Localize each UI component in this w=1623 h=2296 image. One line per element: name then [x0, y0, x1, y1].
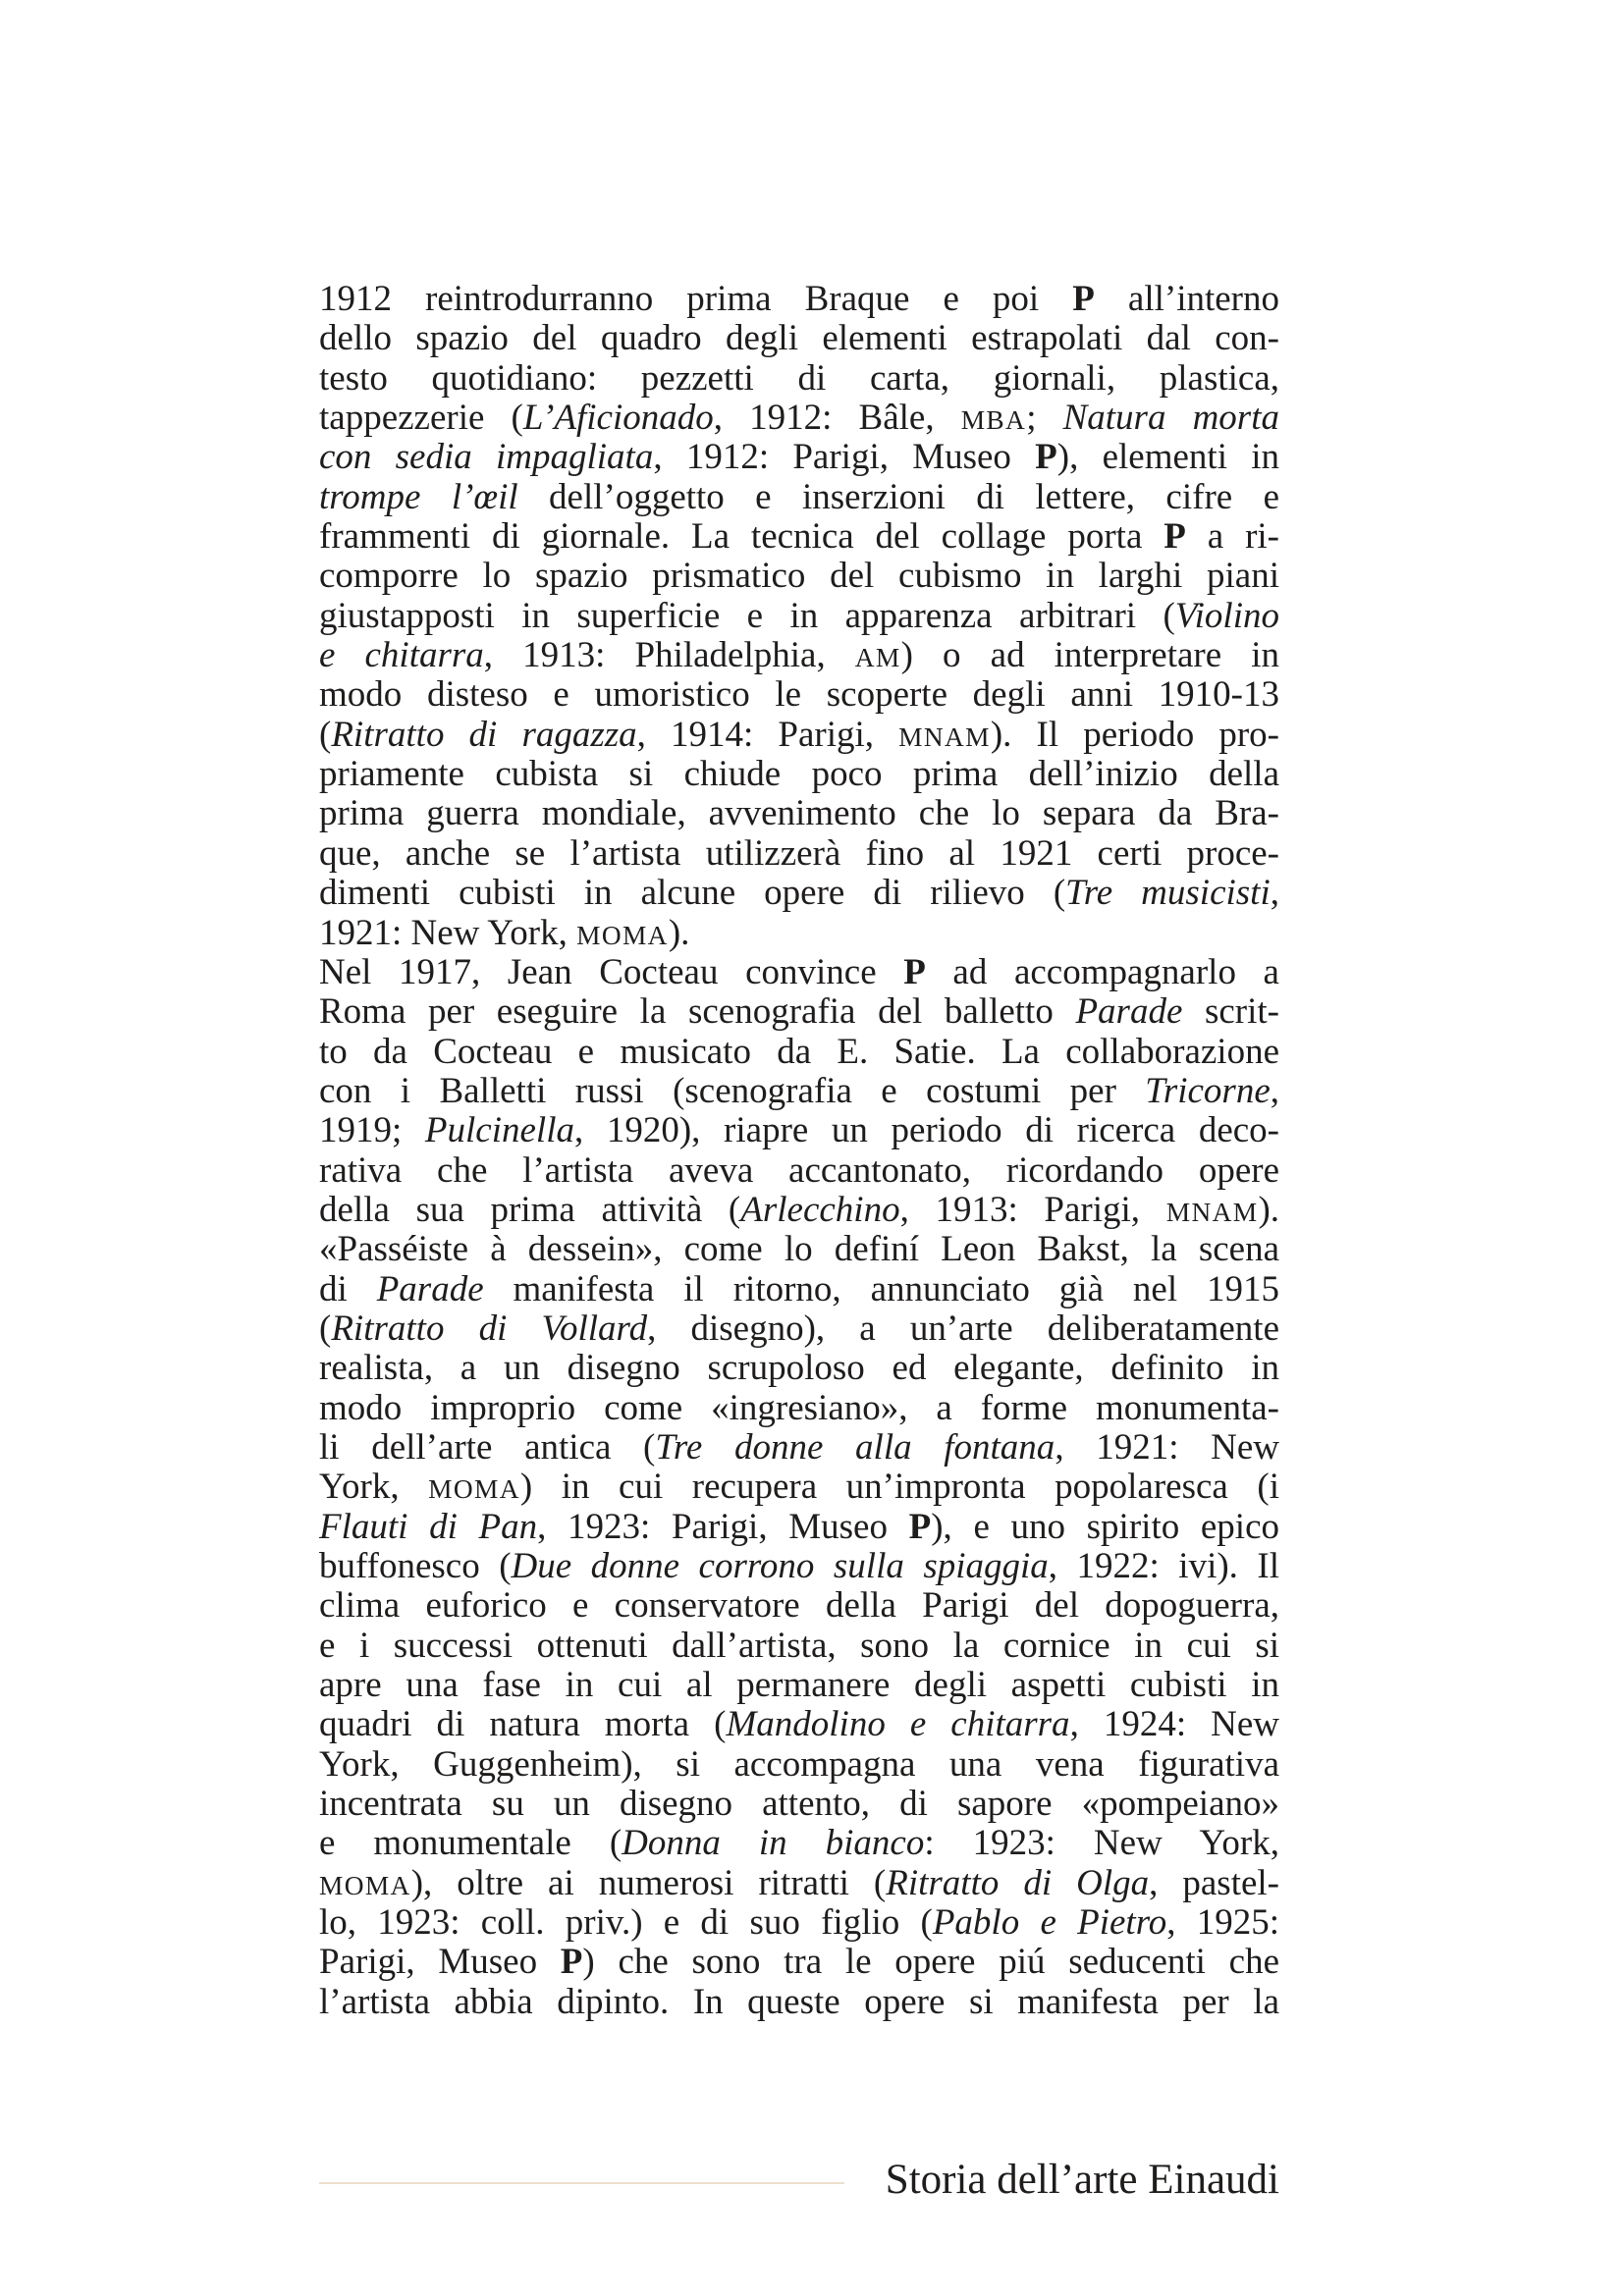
- text-run: e monumentale (: [319, 1823, 622, 1864]
- text-line: [319, 1824, 1279, 1863]
- text-run: modo disteso e umoristico le scoperte degli anni 1910-13: [319, 674, 1279, 716]
- italic-run: Ritratto di Vollard: [331, 1308, 648, 1349]
- italic-run: Parade: [376, 1268, 484, 1309]
- italic-run: Parade: [1075, 991, 1183, 1033]
- bold-run: P: [1035, 437, 1057, 478]
- text-line: [319, 953, 1279, 992]
- text-run: ,: [1270, 1070, 1279, 1111]
- footer-rule: [319, 2182, 844, 2184]
- italic-run: Violino: [1174, 595, 1279, 636]
- italic-run: Pablo e Pietro: [932, 1902, 1167, 1944]
- text-run: e i successi ottenuti dall’artista, sono la cornice in cui si: [319, 1625, 1279, 1666]
- text-line: [319, 1745, 1279, 1785]
- text-run: , 1925:: [1166, 1902, 1280, 1944]
- text-line: [319, 399, 1279, 438]
- footer-title: Storia dell’arte Einaudi: [885, 2157, 1279, 2203]
- text-run: scrit-: [1182, 991, 1279, 1033]
- text-run: apre una fase in cui al permanere degli aspetti cubisti in: [319, 1665, 1279, 1706]
- text-run: ), oltre ai numerosi ritratti (: [410, 1862, 887, 1903]
- text-line: [319, 319, 1279, 358]
- text-run: ,: [1270, 873, 1279, 914]
- text-run: «Passéiste à dessein», come lo definí Leon Bakst, la scena: [319, 1229, 1279, 1270]
- text-run: priamente cubista si chiude poco prima dell’inizio della: [319, 754, 1279, 795]
- text-line: [319, 438, 1279, 477]
- text-line: [319, 716, 1279, 755]
- text-line: [319, 1428, 1279, 1468]
- text-line: [319, 1903, 1279, 1943]
- text-run: ). Il periodo pro-: [990, 714, 1279, 755]
- text-run: 1912 reintrodurranno prima Braque e poi: [319, 279, 1073, 319]
- text-run: (: [319, 1308, 332, 1349]
- text-line: [319, 1230, 1279, 1269]
- small-caps-run: MOMA: [576, 920, 669, 950]
- text-line: [319, 1547, 1279, 1586]
- text-run: quadri di natura morta (: [319, 1704, 727, 1745]
- text-line: [319, 1586, 1279, 1626]
- small-caps-run: MOMA: [428, 1474, 520, 1505]
- body-text: [319, 280, 1279, 2022]
- text-run: ).: [668, 912, 690, 953]
- text-run: , 1924: New: [1069, 1704, 1279, 1745]
- text-run: , 1913: Parigi,: [899, 1189, 1166, 1230]
- text-run: , 1922: ivi). Il: [1048, 1546, 1279, 1586]
- text-run: frammenti di giornale. La tecnica del collage porta: [319, 516, 1164, 558]
- small-caps-run: MNAM: [898, 721, 991, 752]
- text-run: ), e uno spirito epico: [931, 1506, 1279, 1547]
- text-run: 1921: New York,: [319, 912, 577, 953]
- text-run: ), elementi in: [1056, 437, 1279, 478]
- small-caps-run: MOMA: [319, 1870, 411, 1900]
- italic-run: Tre donne alla fontana: [655, 1426, 1055, 1468]
- text-line: [319, 359, 1279, 399]
- text-run: giustapposti in superficie e in apparenza arbitrari (: [319, 595, 1175, 636]
- text-line: [319, 636, 1279, 675]
- text-run: modo improprio come «ingresiano», a forme monumenta-: [319, 1387, 1279, 1428]
- text-line: [319, 557, 1279, 596]
- text-line: [319, 478, 1279, 517]
- text-run: clima euforico e conservatore della Parigi del dopoguerra,: [319, 1585, 1279, 1627]
- bold-run: P: [560, 1942, 583, 1983]
- text-line: [319, 1627, 1279, 1666]
- text-run: : 1923: New York,: [924, 1823, 1280, 1864]
- text-run: ).: [1258, 1189, 1280, 1230]
- text-line: [319, 755, 1279, 794]
- text-line: [319, 1191, 1279, 1230]
- text-line: [319, 834, 1279, 874]
- small-caps-run: MBA: [960, 405, 1027, 436]
- text-line: [319, 1785, 1279, 1824]
- text-line: [319, 1033, 1279, 1072]
- text-line: [319, 794, 1279, 833]
- text-run: testo quotidiano: pezzetti di carta, giornali, plastica,: [319, 357, 1279, 399]
- text-run: incentrata su un disegno attento, di sapore «pompeiano»: [319, 1784, 1279, 1825]
- text-line: [319, 914, 1279, 953]
- text-line: [319, 1666, 1279, 1705]
- text-run: ) o ad interpretare in: [900, 635, 1280, 676]
- text-run: comporre lo spazio prismatico del cubismo in larghi piani: [319, 556, 1279, 597]
- text-run: , pastel-: [1149, 1862, 1279, 1903]
- italic-run: Pulcinella: [424, 1110, 574, 1151]
- text-run: , 1914: Parigi,: [636, 714, 899, 755]
- small-caps-run: AM: [854, 643, 901, 673]
- text-run: dell’oggetto e inserzioni di lettere, cifre e: [517, 476, 1279, 517]
- text-run: manifesta il ritorno, annunciato già nel 1915: [483, 1268, 1279, 1309]
- italic-run: Mandolino e chitarra: [726, 1704, 1070, 1745]
- text-run: Roma per eseguire la scenografia del balletto: [319, 991, 1076, 1033]
- text-run: dello spazio del quadro degli elementi estrapolati dal con-: [319, 318, 1279, 359]
- text-line: [319, 1468, 1279, 1507]
- text-line: [319, 1705, 1279, 1744]
- text-line: [319, 280, 1279, 319]
- text-run: l’artista abbia dipinto. In queste opere si manifesta per la: [319, 1981, 1279, 2022]
- italic-run: Donna in bianco: [622, 1823, 925, 1864]
- text-run: rativa che l’artista aveva accantonato, ricordando opere: [319, 1149, 1279, 1191]
- italic-run: Tricorne: [1145, 1070, 1271, 1111]
- text-run: , disegno), a un’arte deliberatamente: [647, 1308, 1280, 1349]
- text-line: [319, 1943, 1279, 1982]
- text-run: ) che sono tra le opere piú seducenti che: [582, 1942, 1279, 1983]
- text-line: [319, 1389, 1279, 1428]
- text-run: ;: [1026, 398, 1063, 439]
- italic-run: L’Aficionado: [522, 398, 714, 439]
- text-run: li dell’arte antica (: [319, 1426, 656, 1468]
- text-line: [319, 1111, 1279, 1150]
- italic-run: Tre musicisti: [1065, 873, 1271, 914]
- text-line: [319, 1864, 1279, 1903]
- text-run: Nel 1917, Jean Cocteau convince: [319, 951, 904, 992]
- text-line: [319, 675, 1279, 715]
- bold-run: P: [1163, 516, 1186, 558]
- text-run: dimenti cubisti in alcune opere di rilievo (: [319, 873, 1066, 914]
- text-run: lo, 1923: coll. priv.) e di suo figlio (: [319, 1902, 933, 1944]
- text-run: buffonesco (: [319, 1546, 512, 1586]
- text-run: 1919;: [319, 1110, 425, 1151]
- text-line: [319, 1151, 1279, 1191]
- text-line: [319, 1983, 1279, 2022]
- text-run: tappezzerie (: [319, 398, 523, 439]
- text-line: [319, 517, 1279, 557]
- italic-run: Natura morta: [1062, 398, 1279, 439]
- text-run: York,: [319, 1467, 429, 1508]
- text-run: , 1912: Bâle,: [713, 398, 961, 439]
- italic-run: trompe l’œil: [319, 476, 518, 517]
- italic-run: Flauti di Pan: [319, 1506, 538, 1547]
- italic-run: Ritratto di ragazza: [331, 714, 637, 755]
- text-run: con i Balletti russi (scenografia e costumi per: [319, 1070, 1146, 1111]
- text-run: prima guerra mondiale, avvenimento che lo separa da Bra-: [319, 793, 1279, 834]
- text-line: [319, 874, 1279, 913]
- text-line: [319, 597, 1279, 636]
- text-line: [319, 1508, 1279, 1547]
- bold-run: P: [1072, 279, 1095, 319]
- text-run: all’interno: [1094, 279, 1279, 319]
- text-run: di: [319, 1268, 377, 1309]
- text-line: [319, 1270, 1279, 1309]
- bold-run: P: [908, 1506, 932, 1547]
- text-run: ad accompagnarlo a: [925, 951, 1279, 992]
- bold-run: P: [903, 951, 926, 992]
- small-caps-run: MNAM: [1165, 1197, 1259, 1227]
- text-run: York, Guggenheim), si accompagna una vena figurativa: [319, 1743, 1279, 1785]
- text-line: [319, 1072, 1279, 1111]
- text-run: realista, a un disegno scrupoloso ed elegante, definito in: [319, 1348, 1279, 1389]
- text-run: , 1920), riapre un periodo di ricerca deco-: [573, 1110, 1280, 1151]
- italic-run: Ritratto di Olga: [886, 1862, 1150, 1903]
- italic-run: con sedia impagliata: [319, 437, 654, 478]
- text-run: to da Cocteau e musicato da E. Satie. La collaborazione: [319, 1031, 1279, 1072]
- text-run: ) in cui recupera un’impronta popolaresca (i: [519, 1467, 1279, 1508]
- text-line: [319, 992, 1279, 1032]
- italic-run: Arlecchino: [740, 1189, 900, 1230]
- text-run: que, anche se l’artista utilizzerà fino al 1921 certi proce-: [319, 832, 1279, 874]
- italic-run: Due donne corrono sulla spiaggia: [511, 1546, 1049, 1586]
- text-run: , 1921: New: [1055, 1426, 1279, 1468]
- italic-run: e chitarra: [319, 635, 484, 676]
- text-run: , 1912: Parigi, Museo: [653, 437, 1036, 478]
- text-run: Parigi, Museo: [319, 1942, 561, 1983]
- text-line: [319, 1309, 1279, 1349]
- text-run: , 1913: Philadelphia,: [483, 635, 855, 676]
- text-run: (: [319, 714, 332, 755]
- text-run: , 1923: Parigi, Museo: [537, 1506, 909, 1547]
- text-line: [319, 1349, 1279, 1388]
- text-run: della sua prima attività (: [319, 1189, 741, 1230]
- text-run: a ri-: [1185, 516, 1279, 558]
